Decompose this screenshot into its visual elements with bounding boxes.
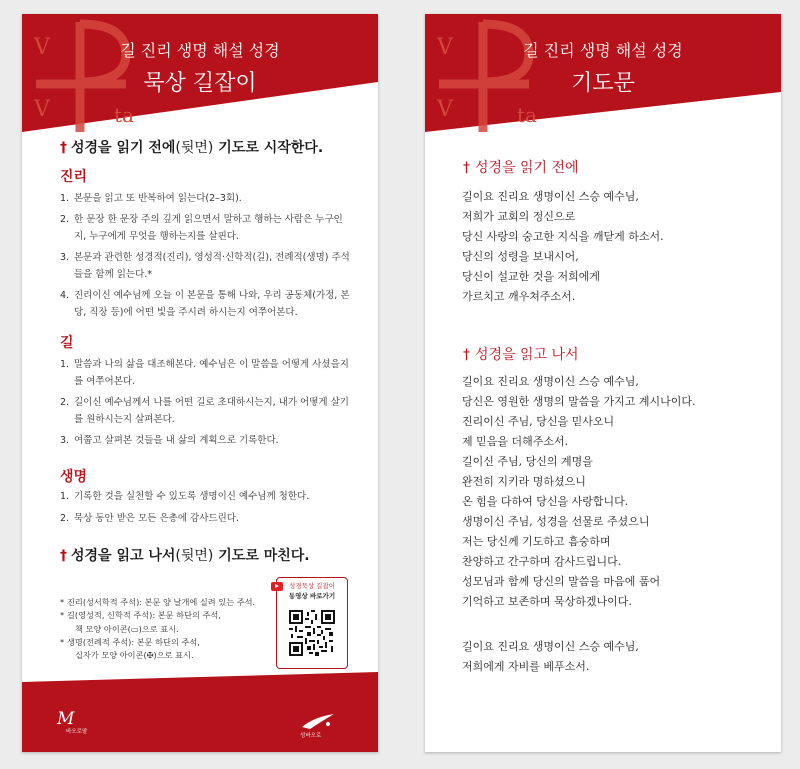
footnote: * 생명(전례적 주석): 본문 하단의 주석, 십자가 모양 아이콘(✠)으로 표시. [60, 636, 200, 661]
bible-series-title: 길 진리 생명 해설 성경 [523, 41, 683, 60]
prayer-line: 완전히 지키라 명하셨으니 [462, 475, 586, 488]
video-qr-link[interactable] [276, 577, 348, 669]
list-item: 2. 길이신 예수님께서 나를 어떤 길로 초대하시는지, 내가 어떻게 살기를 원하시는지 살펴본다. [60, 397, 349, 425]
list-item: 1. 본문을 읽고 또 반복하여 읽는다(2–3회). [60, 193, 242, 204]
dagger-icon: † [60, 548, 67, 564]
dagger-icon: † [60, 140, 67, 156]
qr-link-label: 동영상 바로가기 [288, 592, 336, 600]
prayer-line: 길이요 진리요 생명이신 스승 예수님, [462, 640, 639, 653]
prayer-line: 당신이 설교한 것을 저희에게 [462, 270, 601, 283]
prayer-line: 당신은 영원한 생명의 말씀을 가지고 계시나이다. [462, 395, 696, 408]
card-title: 묵상 길잡이 [143, 71, 257, 96]
prayer-line: 저는 당신께 기도하고 흠숭하며 [462, 535, 611, 548]
prayer-line: 길이요 진리요 생명이신 스승 예수님, [462, 190, 639, 203]
qr-code[interactable] [289, 610, 335, 656]
list-item: 3. 여쭙고 살펴본 것들을 내 삶의 계획으로 기록한다. [60, 435, 279, 446]
list-item: 2. 한 문장 한 문장 주의 깊게 읽으면서 말하고 행하는 사람은 누구인지, 누구에게 무엇을 행하는지를 살핀다. [60, 214, 343, 242]
svg-text:V: V [437, 97, 453, 122]
publisher-logo [57, 709, 88, 735]
list-item: 3. 본문과 관련한 성경적(진리), 영성적·신학적(길), 전례적(생명) 주석들을 함께 읽는다.* [60, 252, 350, 280]
outro-line: † 성경을 읽고 나서(뒷면) 기도로 마친다. [60, 548, 310, 564]
list-item: 4. 진리이신 예수님께 오늘 이 본문을 통해 나와, 우리 공동체(가정, 본당, 직장 등)에 어떤 빛을 주시려 하시는지 여쭈어본다. [60, 290, 350, 318]
prayer-line: 당신 사랑의 숭고한 지식을 깨닫게 하소서. [462, 230, 664, 243]
svg-text:V: V [34, 35, 50, 60]
prayer-title: † 성경을 읽기 전에 [463, 160, 579, 176]
list-item: 2. 묵상 동안 받은 모든 은총에 감사드린다. [60, 513, 239, 524]
footnotes [60, 596, 270, 662]
dagger-icon: † [463, 347, 470, 363]
section-title-life: 생명 [60, 469, 88, 485]
prayer-title: † 성경을 읽고 나서 [463, 347, 579, 363]
footnote: * 진리(성서학적 주석): 본문 양 날개에 실려 있는 주석. [60, 597, 256, 607]
prayer-line: 가르치고 깨우쳐주소서. [462, 290, 576, 303]
dagger-icon: † [463, 160, 470, 176]
society-logo [300, 711, 336, 739]
card-header [425, 14, 781, 132]
prayer-line: 진리이신 주님, 당신을 믿사오니 [462, 415, 615, 428]
prayer-line: 생명이신 주님, 성경을 선물로 주셨으니 [462, 515, 650, 528]
prayer-card [425, 14, 781, 752]
list-item: 1. 말씀과 나의 삶을 대조해본다. 예수님은 이 말씀을 어떻게 사셨을지를 여쭈어본다. [60, 359, 349, 387]
svg-text:ta: ta [517, 103, 537, 127]
svg-text:ta: ta [114, 103, 134, 127]
prayer-line: 성모님과 함께 당신의 말씀을 마음에 품어 [462, 575, 661, 588]
card-title: 기도문 [571, 71, 635, 96]
logo-name: 성바오로 [300, 733, 322, 739]
prayer-line: 길이신 주님, 당신의 계명을 [462, 455, 593, 468]
prayer-line: 제 믿음을 더해주소서. [462, 435, 569, 448]
prayer-line: 온 힘을 다하여 당신을 사랑합니다. [462, 495, 629, 508]
logo-mark: M [57, 709, 75, 729]
prayer-line: 저희에게 자비를 베푸소서. [462, 660, 590, 673]
svg-text:V: V [437, 35, 453, 60]
footnote: * 길(영성적, 신학적 주석): 본문 하단의 주석, 책 모양 아이콘(▭)으로 표시. [60, 610, 221, 634]
intro-line: † 성경을 읽기 전에(뒷면) 기도로 시작한다. [60, 140, 324, 156]
card-header [22, 14, 378, 132]
list-item: 1. 기록한 것을 실천할 수 있도록 생명이신 예수님께 청한다. [60, 491, 310, 502]
svg-text:V: V [34, 97, 50, 122]
prayer-line: 기억하고 보존하며 묵상하겠나이다. [462, 595, 632, 608]
qr-caption: 성경묵상 길잡이 [288, 582, 336, 590]
swoosh-icon [300, 711, 336, 731]
prayer-line: 길이요 진리요 생명이신 스승 예수님, [462, 375, 639, 388]
logo-name: 바오로딸 [66, 729, 88, 735]
prayer-line: 저희가 교회의 정신으로 [462, 210, 576, 223]
section-title-way: 길 [60, 335, 74, 351]
bible-series-title: 길 진리 생명 해설 성경 [120, 41, 280, 60]
prayer-line: 당신의 성령을 보내시어, [462, 250, 579, 263]
meditation-guide-card [22, 14, 378, 752]
prayer-line: 찬양하고 간구하며 감사드립니다. [462, 555, 622, 568]
section-title-truth: 진리 [60, 169, 88, 185]
